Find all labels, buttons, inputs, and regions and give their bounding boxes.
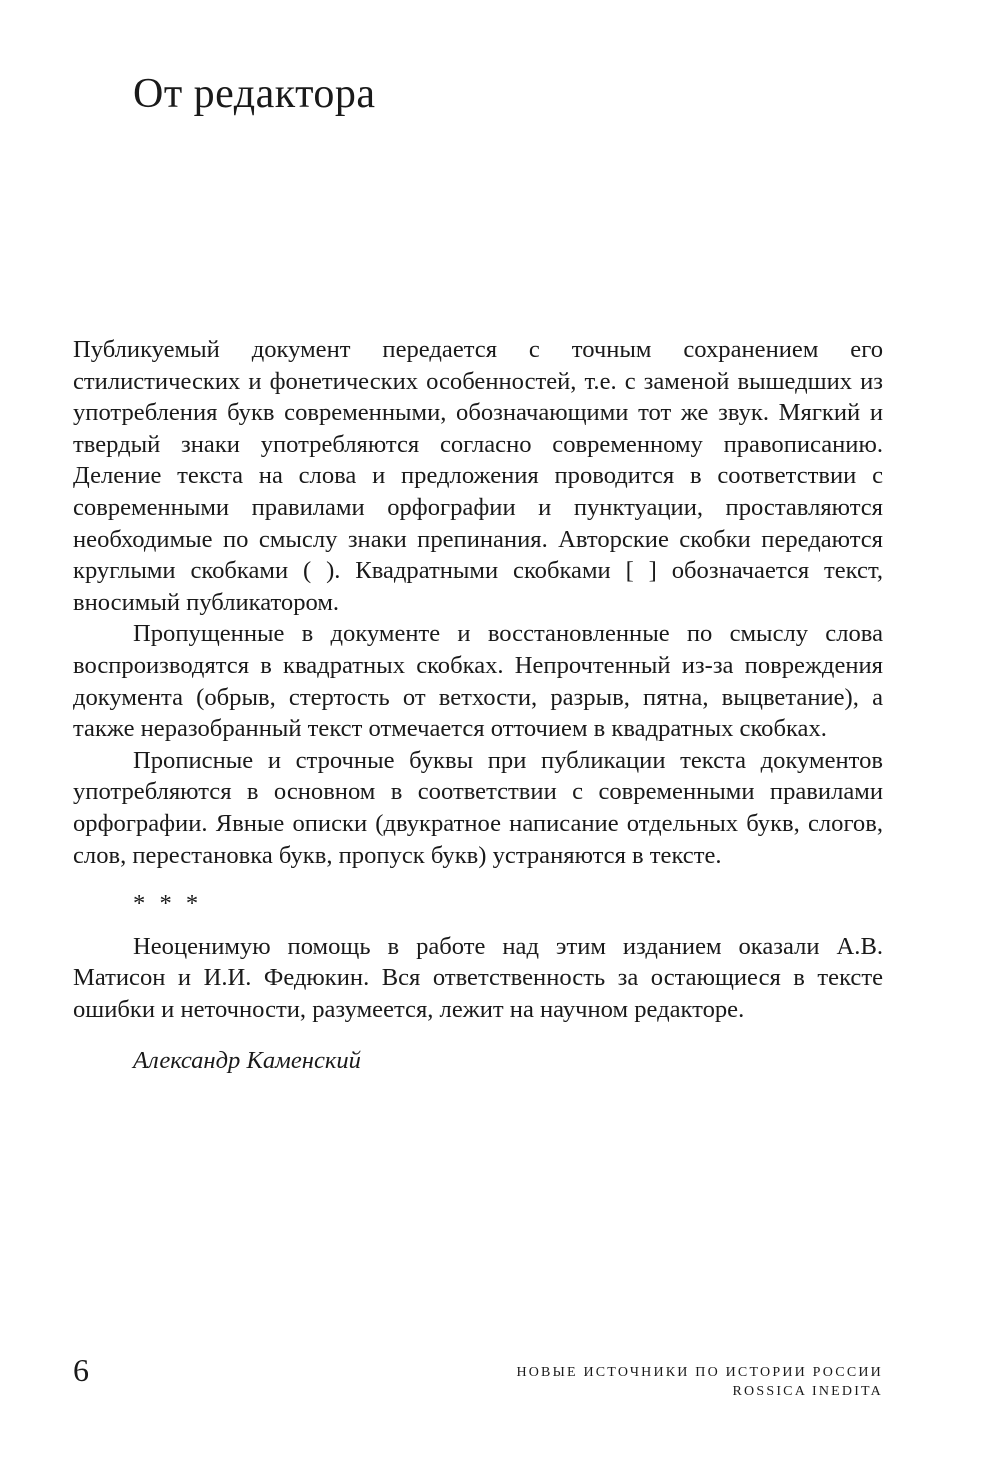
paragraph-acknowledgement: Неоценимую помощь в работе над этим изданием оказали А.В. Матисон и И.И. Федюкин. Вся ответственность за остающиеся в тексте ошибки и неточности, разумеется, лежит на научном редакторе. <box>73 932 883 1023</box>
author-signature: Александр Каменский <box>133 1047 361 1075</box>
page-title: От редактора <box>133 71 376 117</box>
paragraph-transcription-rules: Публикуемый документ передается с точным сохранением его стилистических и фонетических особенностей, т.е. с заменой вышедших из употребления букв современными, обозначающими тот же звук. Мягкий и твердый знаки употребляются согласно современному правописанию. Деление текста на слова и предложения проводится в соответствии с современными правилами орфографии и пунктуации, проставляются необходимые по смыслу знаки препинания. Авторские скобки передаются круглыми скобками ( ). Квадратными скобками [ ] обозначается текст, вносимый публикатором. <box>73 336 883 616</box>
section-separator: * * * <box>133 890 203 918</box>
editorial-note-body <box>73 334 883 1077</box>
paragraph-restored-words: Пропущенные в документе и восстановленные по смыслу слова воспроизводятся в квадратных скобках. Непрочтенный из-за повреждения документа (обрыв, стертость от ветхости, разрыв, пятна, выцветание), а также неразобранный текст отмечается отточием в квадратных скобках. <box>73 620 883 743</box>
running-footer <box>516 1363 883 1401</box>
page-number: 6 <box>73 1352 89 1388</box>
paragraph-capitalization: Прописные и строчные буквы при публикации текста документов употребляются в основном в соответствии с современными правилами орфографии. Явные описки (двукратное написание отдельных букв, слогов, слов, перестановка букв, пропуск букв) устраняются в тексте. <box>73 746 883 869</box>
series-subtitle: ROSSICA INEDITA <box>732 1384 883 1399</box>
series-title: НОВЫЕ ИСТОЧНИКИ ПО ИСТОРИИ РОССИИ <box>516 1365 883 1380</box>
